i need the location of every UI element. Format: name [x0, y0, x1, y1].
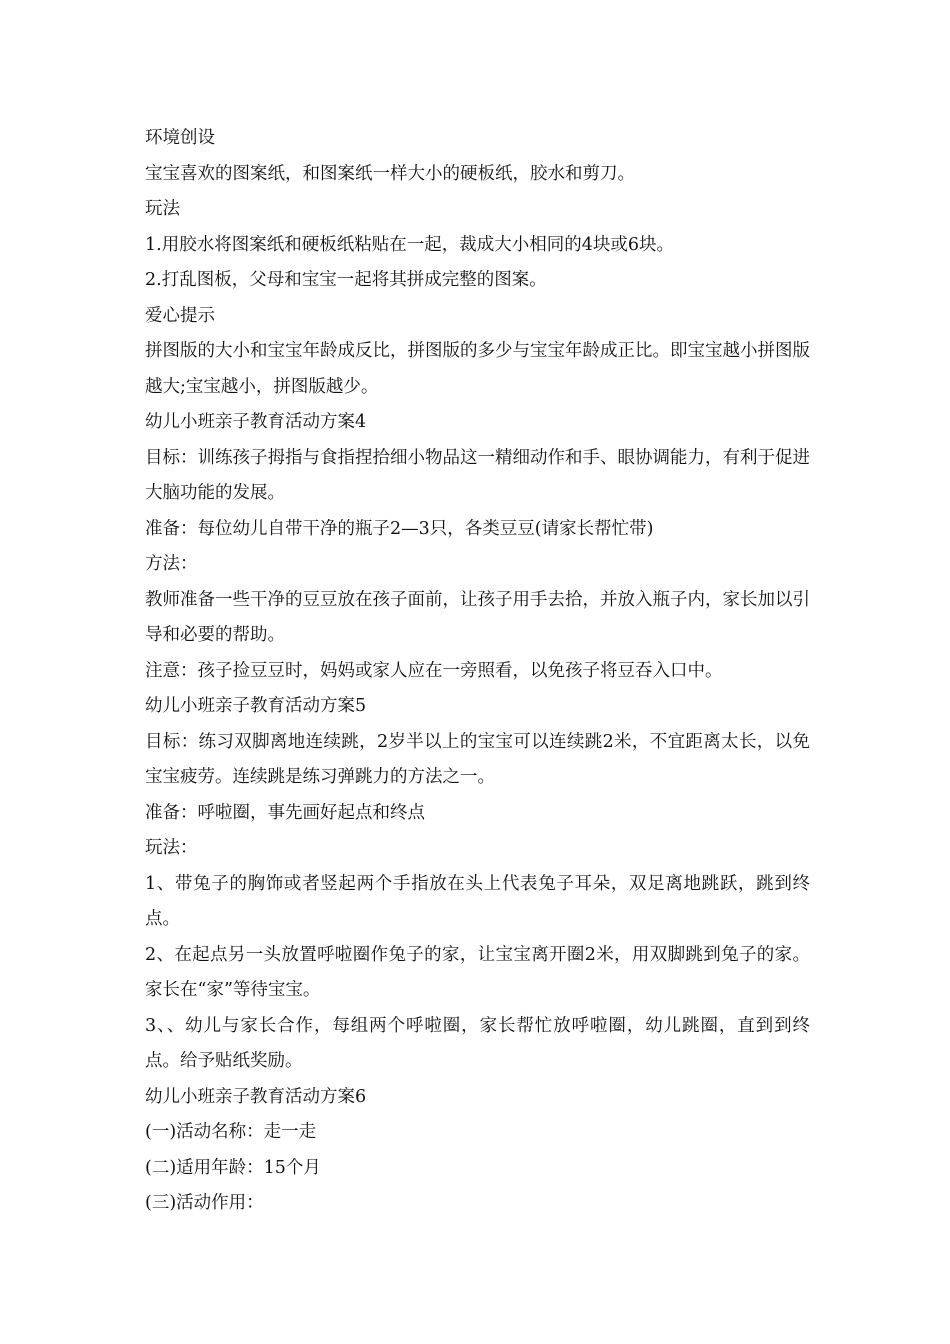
play-step-1: 1.用胶水将图案纸和硬板纸粘贴在一起，裁成大小相同的4块或6块。 [145, 234, 674, 255]
plan-5-play-heading: 玩法： [145, 838, 198, 858]
plan-5-step-3: 3、、幼儿与家长合作，每组两个呼啦圈，家长帮忙放呼啦圈，幼儿跳圈，直到到终点。给予贴纸奖励。 [145, 1015, 810, 1071]
materials-text: 宝宝喜欢的图案纸，和图案纸一样大小的硬板纸，胶水和剪刀。 [145, 163, 635, 184]
plan-6-age: (二)适用年龄：15个月 [145, 1157, 321, 1178]
plan-6-title: 幼儿小班亲子教育活动方案6 [145, 1086, 367, 1107]
plan-5-goal: 目标：练习双脚离地连续跳，2岁半以上的宝宝可以连续跳2米，不宜距离太长，以免宝宝疲劳。连续跳是练习弹跳力的方法之一。 [145, 731, 810, 787]
plan-4-goal: 目标：训练孩子拇指与食指捏拾细小物品这一精细动作和手、眼协调能力，有利于促进大脑功能的发展。 [145, 447, 810, 503]
plan-4-method: 教师准备一些干净的豆豆放在孩子面前，让孩子用手去拾，并放入瓶子内，家长加以引导和必要的帮助。 [145, 589, 810, 645]
heading-environment: 环境创设 [145, 128, 215, 148]
play-step-2: 2.打乱图板，父母和宝宝一起将其拼成完整的图案。 [145, 270, 547, 290]
plan-5-preparation: 准备：呼啦圈，事先画好起点和终点 [145, 802, 425, 823]
plan-4-note: 注意：孩子捡豆豆时，妈妈或家人应在一旁照看，以免孩子将豆吞入口中。 [145, 660, 723, 681]
document-body [145, 121, 810, 1222]
heading-play: 玩法 [145, 199, 180, 219]
plan-6-purpose: (三)活动作用： [145, 1193, 264, 1213]
plan-5-step-2: 2、在起点另一头放置呼啦圈作兔子的家，让宝宝离开圈2米，用双脚跳到兔子的家。家长在“家”等待宝宝。 [145, 944, 810, 1000]
plan-4-title: 幼儿小班亲子教育活动方案4 [145, 412, 367, 432]
heading-tips: 爱心提示 [145, 305, 215, 326]
plan-5-step-1: 1、带兔子的胸饰或者竖起两个手指放在头上代表兔子耳朵，双足离地跳跃，跳到终点。 [145, 873, 810, 929]
plan-4-preparation: 准备：每位幼儿自带干净的瓶子2—3只，各类豆豆(请家长帮忙带) [145, 518, 654, 539]
plan-4-method-heading: 方法： [145, 554, 198, 574]
tips-text: 拼图版的大小和宝宝年龄成反比，拼图版的多少与宝宝年龄成正比。即宝宝越小拼图版越大;宝宝越小，拼图版越少。 [145, 341, 810, 397]
plan-6-activity-name: (一)活动名称：走一走 [145, 1122, 317, 1142]
plan-5-title: 幼儿小班亲子教育活动方案5 [145, 696, 367, 716]
